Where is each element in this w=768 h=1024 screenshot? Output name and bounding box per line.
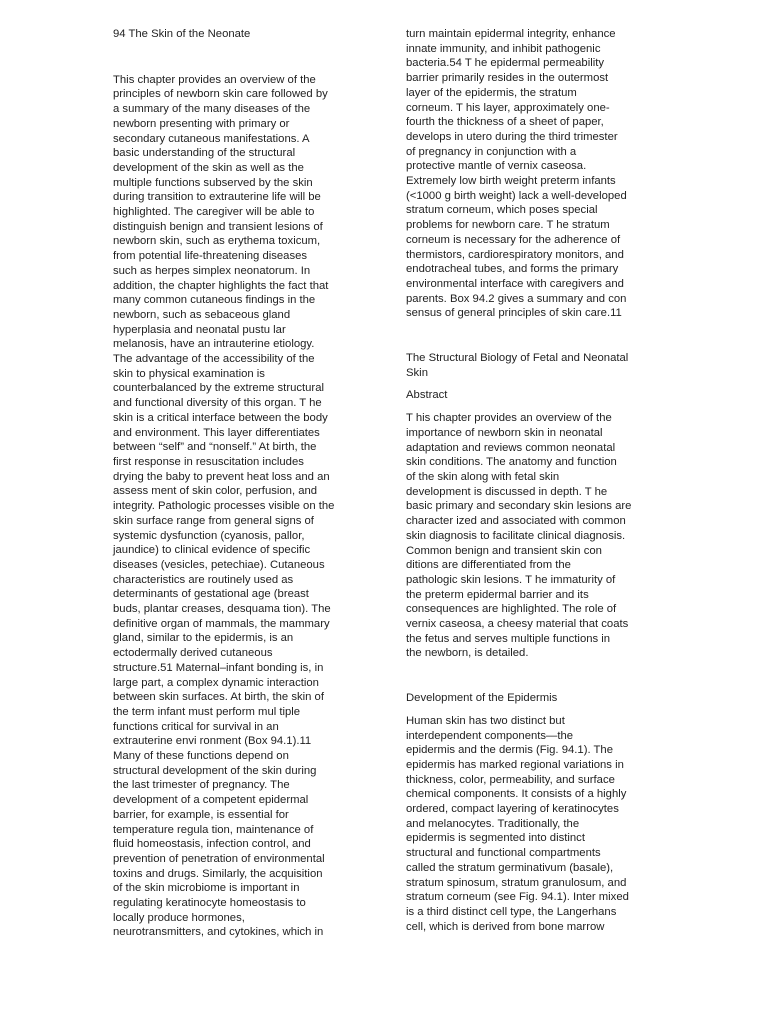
text-line: Many of these functions depend on (113, 750, 289, 763)
text-line: epidermis and the dermis (Fig. 94.1). The (406, 744, 613, 757)
spacer (406, 321, 658, 351)
left-column (113, 27, 367, 940)
text-line: basic understanding of the structural (113, 147, 296, 160)
text-line: between “self” and “nonself.” At birth, the (113, 441, 317, 454)
text-line: consequences are highlighted. The role of (406, 603, 617, 616)
text-line: skin surface range from general signs of (113, 514, 314, 527)
text-line: newborn skin, such as erythema toxicum, (113, 235, 321, 248)
text-line: determinants of gestational age (breast (113, 588, 309, 601)
text-line: is a third distinct cell type, the Langerhans (406, 905, 617, 918)
abstract-heading: Abstract (406, 389, 448, 402)
text-line: regulating keratinocyte homeostasis to (113, 897, 306, 910)
text-line: development of a competent epidermal (113, 794, 309, 807)
text-line: highlighted. The caregiver will be able to (113, 206, 315, 219)
text-line: and environment. This layer differentiates (113, 426, 320, 439)
text-line: skin to physical examination is (113, 367, 265, 380)
text-line: the fetus and serves multiple functions in (406, 632, 611, 645)
text-line: from potential life-threatening diseases (113, 250, 308, 263)
text-line: chemical components. It consists of a highly (406, 788, 627, 801)
text-line: epidermis is segmented into distinct (406, 832, 585, 845)
text-line: development is discussed in depth. T he (406, 485, 608, 498)
spacer (113, 42, 367, 73)
text-line: T his chapter provides an overview of the (406, 412, 612, 425)
text-line: counterbalanced by the extreme structural (113, 382, 324, 395)
text-line: structural and functional compartments (406, 847, 601, 860)
text-line: ditions are differentiated from the (406, 559, 571, 572)
text-line: importance of newborn skin in neonatal (406, 426, 603, 439)
text-line: This chapter provides an overview of the (113, 73, 316, 86)
text-line: toxins and drugs. Similarly, the acquisition (113, 867, 323, 880)
text-line: basic primary and secondary skin lesions are (406, 500, 632, 513)
text-line: such as herpes simplex neonatorum. In (113, 264, 311, 277)
text-line: environmental interface with caregivers and (406, 277, 624, 290)
text-line: Skin (406, 366, 428, 379)
text-line: characteristics are routinely used as (113, 573, 294, 586)
text-line: develops in utero during the third trimester (406, 130, 618, 143)
text-line: corneum. T his layer, approximately one- (406, 101, 610, 114)
text-line: of pregnancy in conjunction with a (406, 145, 577, 158)
text-line: of the skin along with fetal skin (406, 470, 560, 483)
text-line: temperature regula tion, maintenance of (113, 823, 314, 836)
abstract-paragraph (406, 411, 658, 661)
text-line: neurotransmitters, and cytokines, which in (113, 926, 324, 939)
text-line: vernix caseosa, a cheesy material that coats (406, 618, 629, 631)
text-line: melanosis, have an intrauterine etiology. (113, 338, 315, 351)
text-line: drying the baby to prevent heat loss and an (113, 470, 330, 483)
subsection-heading: Development of the Epidermis (406, 692, 558, 705)
spacer (406, 380, 658, 388)
text-line: called the stratum germinativum (basale), (406, 861, 614, 874)
text-line: pathologic skin lesions. T he immaturity of (406, 573, 616, 586)
text-line: distinguish benign and transient lesions of (113, 220, 323, 233)
text-line: prevention of penetration of environmental (113, 852, 325, 865)
text-line: principles of newborn skin care followed by (113, 88, 328, 101)
spacer (406, 661, 658, 691)
text-line: of the skin microbiome is important in (113, 882, 300, 895)
text-line: hyperplasia and neonatal pustu lar (113, 323, 286, 336)
text-line: structural development of the skin during (113, 764, 317, 777)
text-line: Human skin has two distinct but (406, 714, 565, 727)
text-line: skin diagnosis to facilitate clinical diagnosis. (406, 529, 626, 542)
intro-paragraph (113, 73, 367, 940)
text-line: The advantage of the accessibility of the (113, 353, 315, 366)
text-line: first response in resuscitation includes (113, 455, 304, 468)
text-line: barrier, for example, is essential for (113, 808, 289, 821)
text-line: systemic dysfunction (cyanosis, pallor, (113, 529, 305, 542)
text-line: newborn, such as sebaceous gland (113, 308, 291, 321)
text-line: large part, a complex dynamic interaction (113, 676, 319, 689)
text-line: interdependent components—the (406, 729, 574, 742)
text-line: definitive organ of mammals, the mammary (113, 617, 330, 630)
text-line: during transition to extrauterine life will be (113, 191, 321, 204)
text-line: secondary cutaneous manifestations. A (113, 132, 310, 145)
text-line: fourth the thickness of a sheet of paper, (406, 116, 604, 129)
text-line: newborn presenting with primary or (113, 117, 290, 130)
text-line: addition, the chapter highlights the fact that (113, 279, 329, 292)
text-line: parents. Box 94.2 gives a summary and con (406, 292, 627, 305)
text-line: character ized and associated with common (406, 515, 626, 528)
text-line: cell, which is derived from bone marrow (406, 920, 605, 933)
page-header: 94 The Skin of the Neonate (113, 28, 251, 40)
text-line: gland, similar to the epidermis, is an (113, 632, 294, 645)
text-line: ectodermally derived cutaneous (113, 647, 273, 660)
text-line: extrauterine envi ronment (Box 94.1).11 (113, 735, 312, 748)
text-line: sensus of general principles of skin care.11 (406, 307, 622, 320)
continuation-paragraph (406, 27, 658, 321)
text-line: multiple functions subserved by the skin (113, 176, 313, 189)
text-line: corneum is necessary for the adherence of (406, 233, 621, 246)
text-line: skin conditions. The anatomy and function (406, 456, 617, 469)
epidermis-paragraph (406, 714, 658, 935)
text-line: and melanocytes. Traditionally, the (406, 817, 580, 830)
text-line: thermistors, cardiorespiratory monitors, and (406, 248, 624, 261)
text-line: the last trimester of pregnancy. The (113, 779, 290, 792)
text-line: problems for newborn care. T he stratum (406, 219, 610, 232)
text-line: thickness, color, permeability, and surface (406, 773, 615, 786)
text-line: innate immunity, and inhibit pathogenic (406, 42, 601, 55)
text-line: fluid homeostasis, infection control, and (113, 838, 311, 851)
text-line: skin is a critical interface between the body (113, 411, 328, 424)
text-line: endotracheal tubes, and forms the primary (406, 263, 619, 276)
text-line: structure.51 Maternal–infant bonding is, in (113, 661, 324, 674)
spacer (406, 403, 658, 411)
text-line: stratum corneum, which poses special (406, 204, 598, 217)
text-line: locally produce hormones, (113, 911, 245, 924)
text-line: stratum corneum (see Fig. 94.1). Inter mixed (406, 891, 629, 904)
text-line: many common cutaneous findings in the (113, 294, 316, 307)
text-line: epidermis has marked regional variations in (406, 758, 624, 771)
text-line: integrity. Pathologic processes visible on the (113, 500, 335, 513)
text-line: the term infant must perform mul tiple (113, 705, 301, 718)
text-line: ordered, compact layering of keratinocytes (406, 803, 619, 816)
text-line: turn maintain epidermal integrity, enhance (406, 28, 616, 40)
text-line: layer of the epidermis, the stratum (406, 86, 577, 99)
text-line: development of the skin as well as the (113, 161, 304, 174)
text-line: bacteria.54 T he epidermal permeability (406, 57, 605, 70)
text-line: barrier primarily resides in the outermost (406, 72, 609, 85)
text-line: assess ment of skin color, perfusion, and (113, 485, 318, 498)
text-line: Extremely low birth weight preterm infants (406, 175, 616, 188)
right-column (406, 27, 658, 934)
text-line: a summary of the many diseases of the (113, 103, 311, 116)
text-line: buds, plantar creases, desquama tion). The (113, 603, 331, 616)
text-line: stratum spinosum, stratum granulosum, and (406, 876, 627, 889)
text-line: between skin surfaces. At birth, the skin of (113, 691, 324, 704)
text-line: the newborn, is detailed. (406, 647, 529, 660)
text-line: adaptation and reviews common neonatal (406, 441, 616, 454)
text-line: protective mantle of vernix caseosa. (406, 160, 587, 173)
text-line: Common benign and transient skin con (406, 544, 602, 557)
section-heading (406, 351, 658, 380)
text-line: functions critical for survival in an (113, 720, 279, 733)
text-line: (<1000 g birth weight) lack a well-developed (406, 189, 627, 202)
text-line: jaundice) to clinical evidence of specific (113, 544, 311, 557)
text-line: diseases (vesicles, petechiae). Cutaneous (113, 558, 325, 571)
text-line: and functional diversity of this organ. T he (113, 397, 322, 410)
text-line: The Structural Biology of Fetal and Neonatal (406, 352, 629, 365)
spacer (406, 706, 658, 714)
text-line: the preterm epidermal barrier and its (406, 588, 589, 601)
